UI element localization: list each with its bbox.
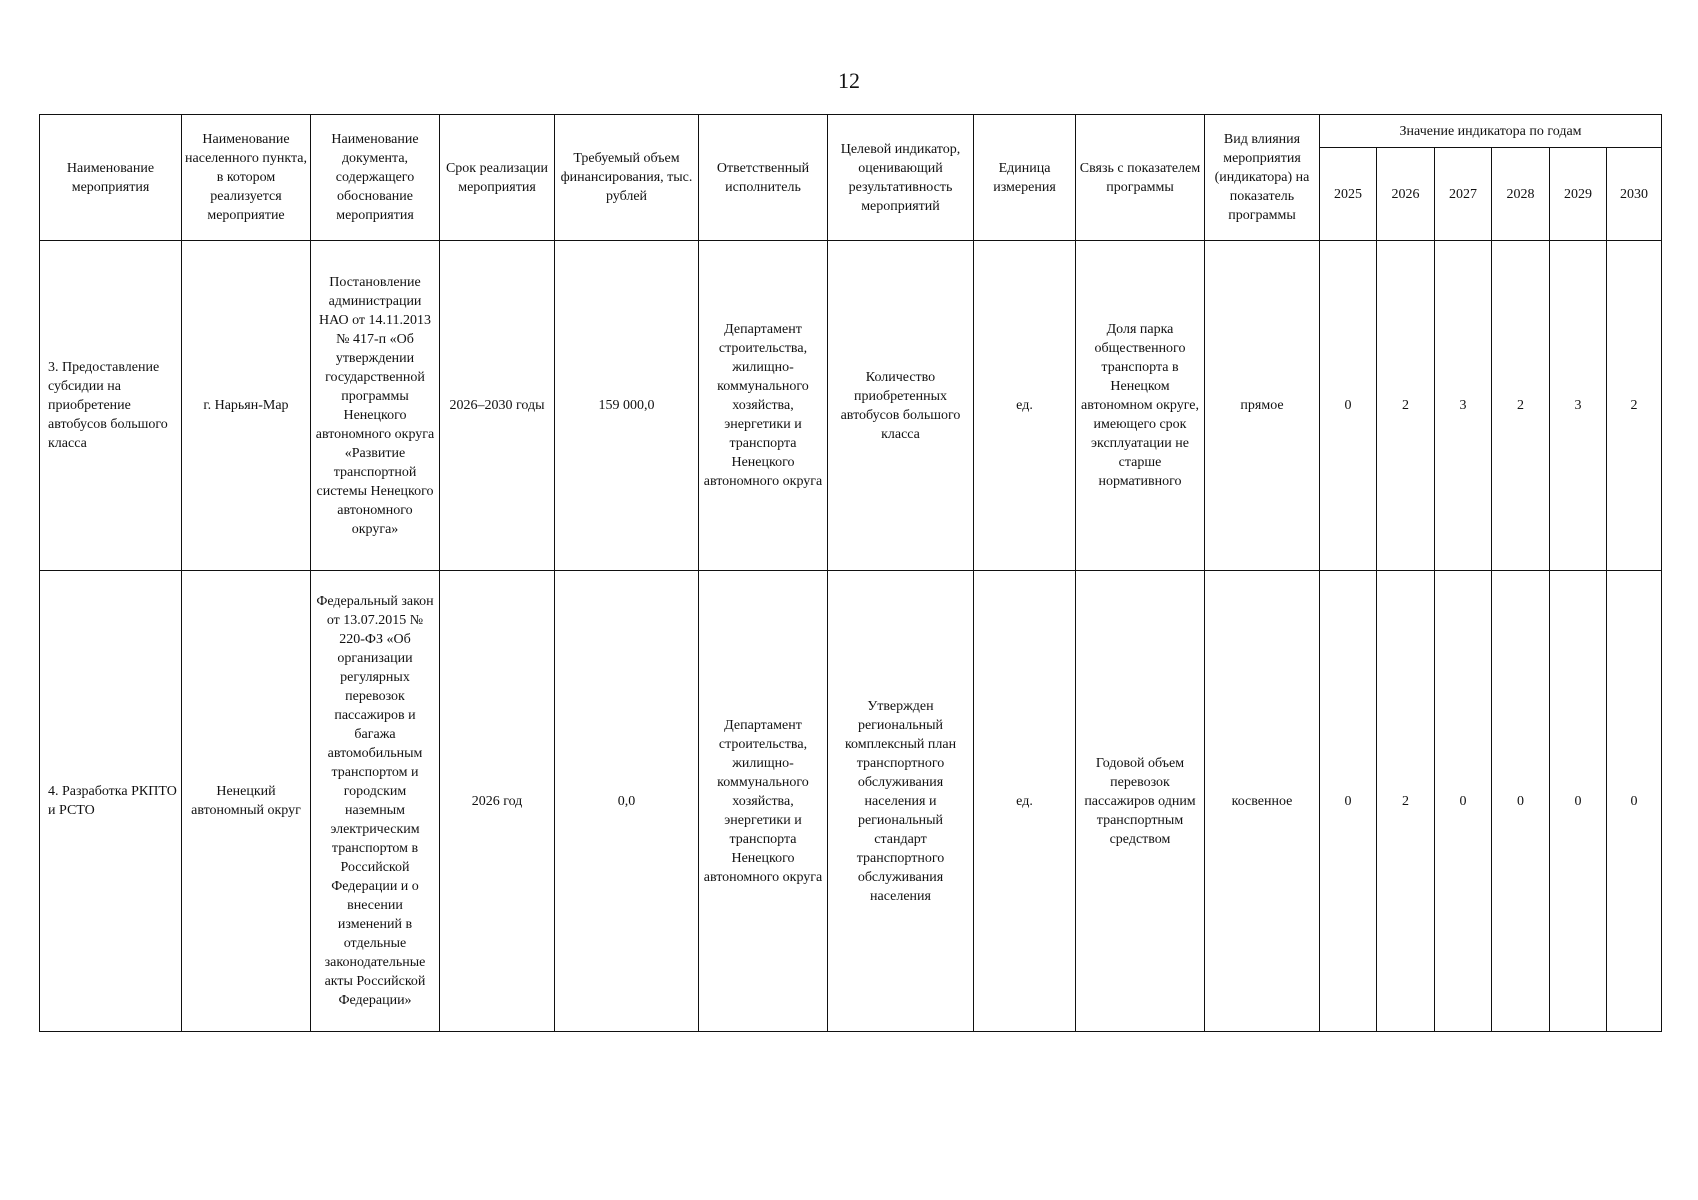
header-year: 2025	[1320, 148, 1377, 241]
header-document: Наименование документа, содержащего обоснование мероприятия	[311, 115, 440, 241]
cell-settlement: Ненецкий автономный округ	[182, 571, 311, 1032]
cell-value: 2	[1377, 571, 1435, 1032]
header-year: 2027	[1435, 148, 1492, 241]
cell-value: 0	[1320, 571, 1377, 1032]
cell-settlement: г. Нарьян-Мар	[182, 241, 311, 571]
page-number: 12	[838, 68, 860, 93]
header-period: Срок реализации мероприятия	[440, 115, 555, 241]
header-funding: Требуемый объем финансирования, тыс. рублей	[555, 115, 699, 241]
header-year: 2028	[1492, 148, 1550, 241]
header-measure-name: Наименование мероприятия	[40, 115, 182, 241]
header-influence: Вид влияния мероприятия (индикатора) на показатель программы	[1205, 115, 1320, 241]
cell-document: Федеральный закон от 13.07.2015 № 220-ФЗ «Об организации регулярных перевозок пассажиров и багажа автомобильным транспортом и городским наземным электрическим транспортом в Российской Федерации и о внесении изменений в отдельные законодательные акты Российской Федерации»	[311, 571, 440, 1032]
cell-value: 0	[1492, 571, 1550, 1032]
cell-executor: Департамент строительства, жилищно-коммунального хозяйства, энергетики и транспорта Ненецкого автономного округа	[699, 241, 828, 571]
cell-value: 0	[1607, 571, 1662, 1032]
cell-measure-name: 4. Разработка РКПТО и РСТО	[40, 571, 182, 1032]
measures-table	[39, 114, 1662, 1032]
table-row	[40, 241, 1662, 571]
cell-funding: 159 000,0	[555, 241, 699, 571]
cell-link: Годовой объем перевозок пассажиров одним транспортным средством	[1076, 571, 1205, 1032]
cell-target-indicator: Количество приобретенных автобусов большого класса	[828, 241, 974, 571]
table-row	[40, 571, 1662, 1032]
cell-link: Доля парка общественного транспорта в Ненецком автономном округе, имеющего срок эксплуатации не старше нормативного	[1076, 241, 1205, 571]
cell-target-indicator: Утвержден региональный комплексный план транспортного обслуживания населения и региональный стандарт транспортного обслуживания населения	[828, 571, 974, 1032]
header-link: Связь с показателем программы	[1076, 115, 1205, 241]
header-year: 2029	[1550, 148, 1607, 241]
cell-period: 2026 год	[440, 571, 555, 1032]
cell-value: 3	[1550, 241, 1607, 571]
cell-measure-name: 3. Предоставление субсидии на приобретение автобусов большого класса	[40, 241, 182, 571]
cell-value: 2	[1492, 241, 1550, 571]
header-year: 2026	[1377, 148, 1435, 241]
cell-value: 3	[1435, 241, 1492, 571]
header-row	[40, 115, 1662, 148]
cell-influence: косвенное	[1205, 571, 1320, 1032]
cell-value: 2	[1377, 241, 1435, 571]
header-values-by-year: Значение индикатора по годам	[1320, 115, 1662, 148]
header-unit: Единица измерения	[974, 115, 1076, 241]
cell-period: 2026–2030 годы	[440, 241, 555, 571]
header-executor: Ответственный исполнитель	[699, 115, 828, 241]
cell-influence: прямое	[1205, 241, 1320, 571]
cell-executor: Департамент строительства, жилищно-коммунального хозяйства, энергетики и транспорта Ненецкого автономного округа	[699, 571, 828, 1032]
cell-unit: ед.	[974, 571, 1076, 1032]
cell-value: 0	[1320, 241, 1377, 571]
header-settlement: Наименование населенного пункта, в котором реализуется мероприятие	[182, 115, 311, 241]
cell-value: 0	[1435, 571, 1492, 1032]
cell-funding: 0,0	[555, 571, 699, 1032]
cell-document: Постановление администрации НАО от 14.11.2013 № 417-п «Об утверждении государственной программы Ненецкого автономного округа «Развитие транспортной системы Ненецкого автономного округа»	[311, 241, 440, 571]
header-year: 2030	[1607, 148, 1662, 241]
cell-value: 2	[1607, 241, 1662, 571]
cell-unit: ед.	[974, 241, 1076, 571]
header-target-indicator: Целевой индикатор, оценивающий результативность мероприятий	[828, 115, 974, 241]
cell-value: 0	[1550, 571, 1607, 1032]
